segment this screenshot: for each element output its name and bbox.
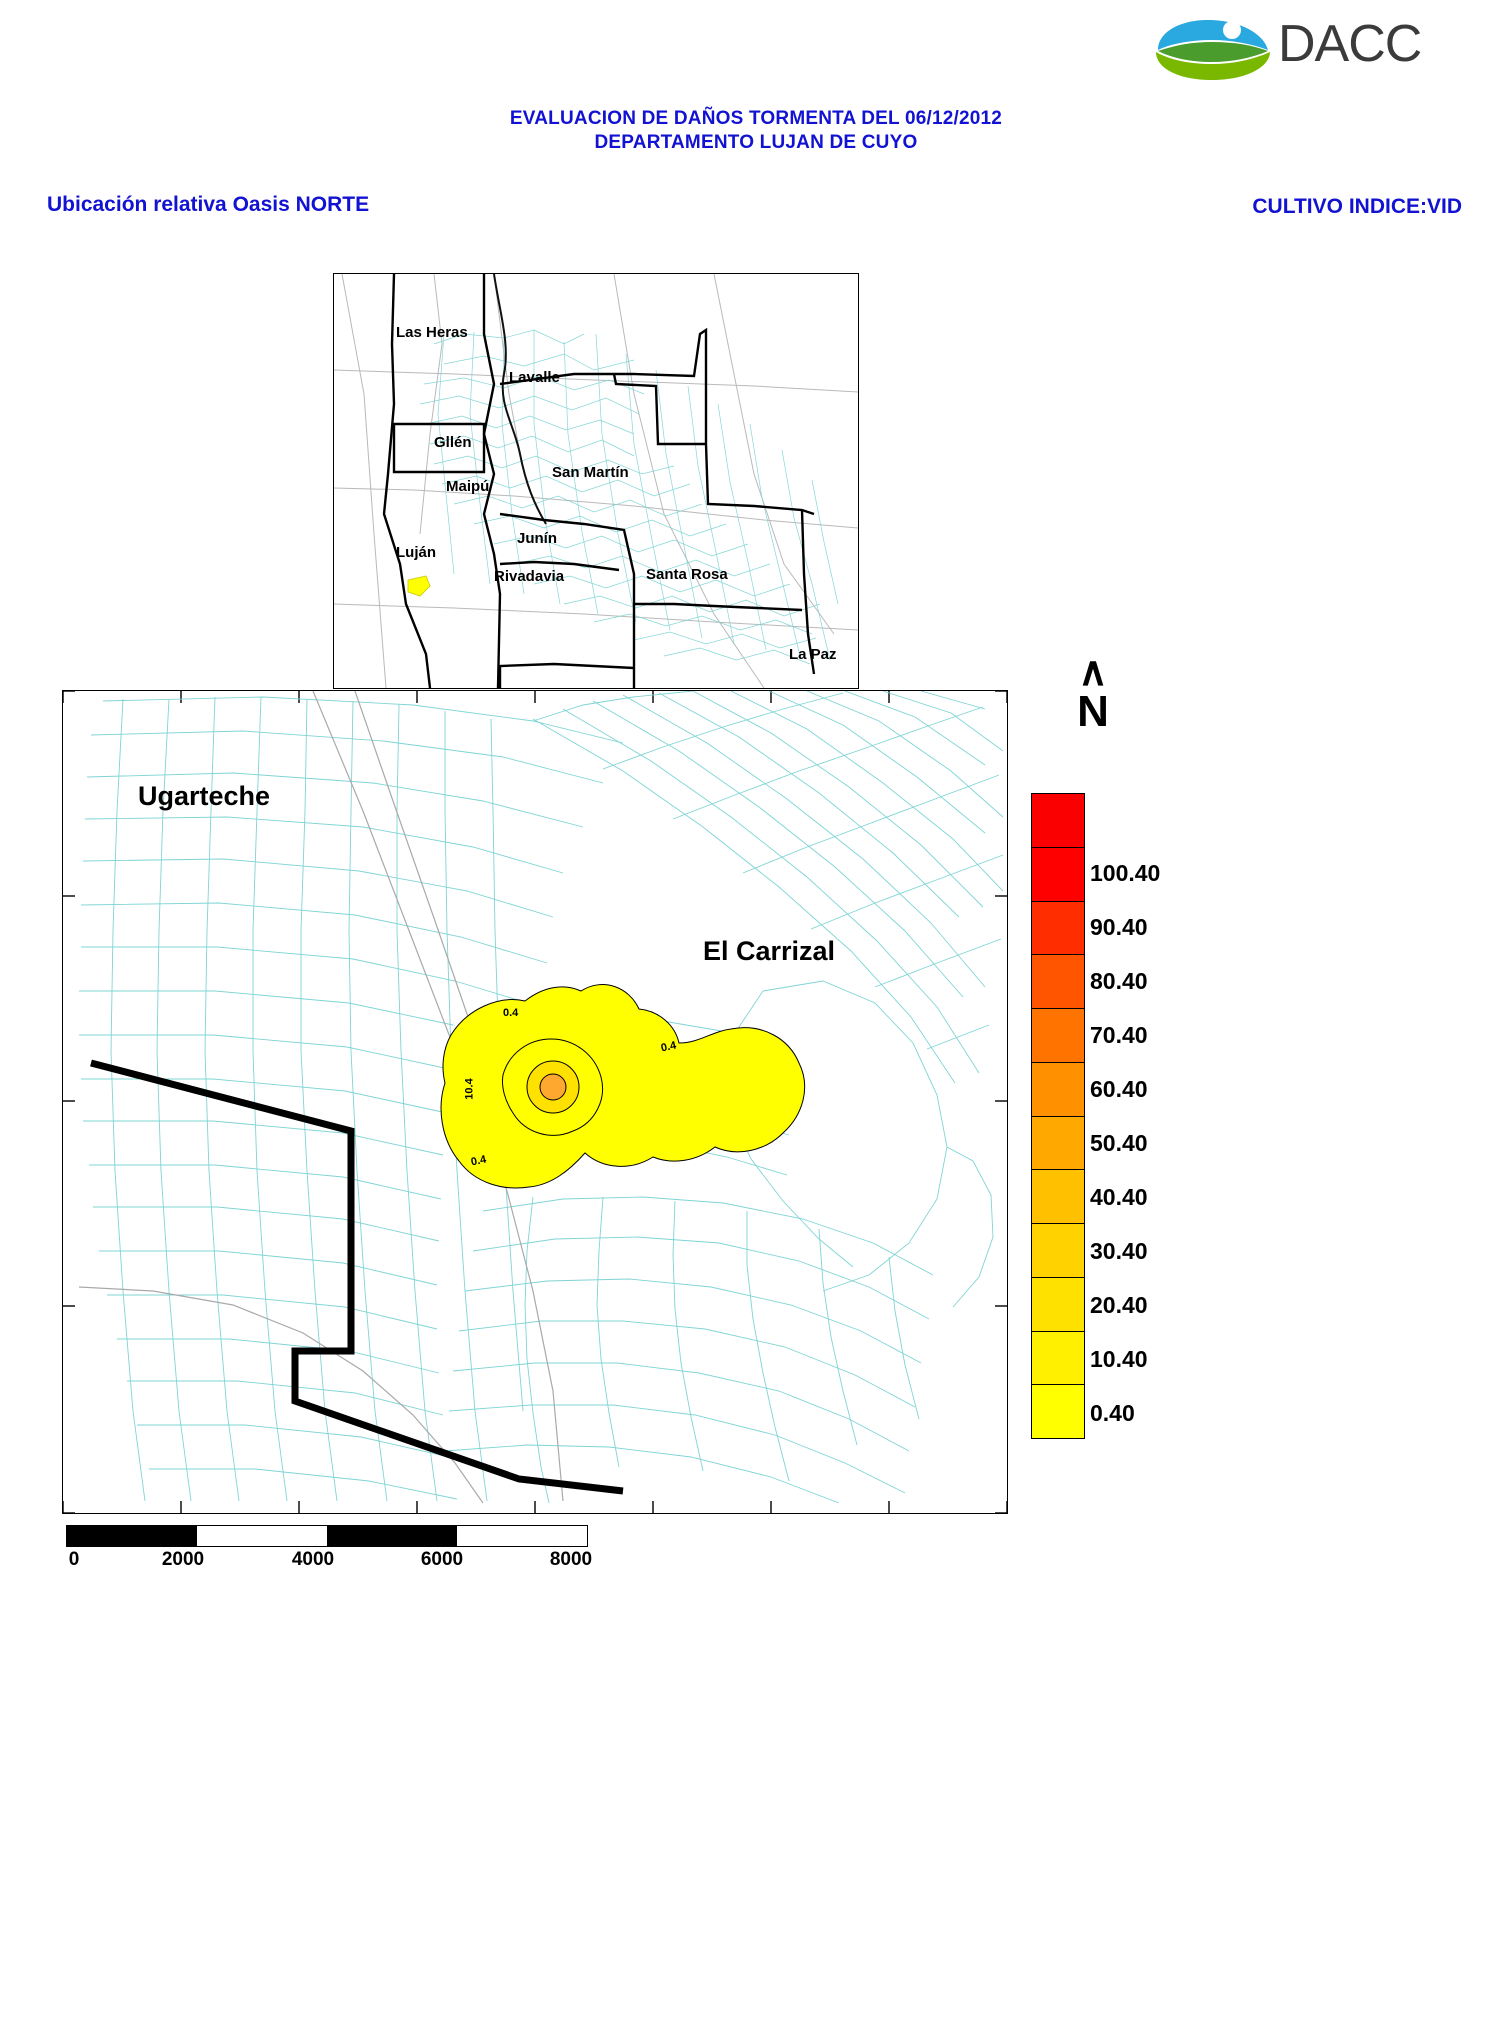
legend-label-2: 20.40	[1090, 1292, 1148, 1318]
inset-label-lujan: Luján	[396, 544, 436, 561]
inset-label-santa-rosa: Santa Rosa	[646, 566, 728, 583]
legend-swatch-11	[1032, 794, 1084, 848]
dacc-logo-text: DACC	[1278, 15, 1422, 73]
page-title-line-1: EVALUACION DE DAÑOS TORMENTA DEL 06/12/2012	[509, 108, 1003, 129]
contour-label-10-4: 10.4	[463, 1078, 476, 1100]
legend-label-5: 50.40	[1090, 1130, 1148, 1156]
legend-label-8: 80.40	[1090, 968, 1148, 994]
scale-segment-0	[67, 1526, 197, 1546]
legend-swatch-9	[1032, 902, 1084, 956]
inset-label-maipu: Maipú	[446, 478, 490, 495]
legend-label-3: 30.40	[1090, 1238, 1148, 1264]
scale-segment-2	[327, 1526, 457, 1546]
legend-label-1: 10.40	[1090, 1346, 1148, 1372]
legend-swatch-4	[1032, 1170, 1084, 1224]
scale-segment-3	[457, 1526, 587, 1546]
legend-swatch-7	[1032, 1009, 1084, 1063]
contour-label-0-4-north: 0.4	[503, 1007, 519, 1019]
legend-label-10: 100.40	[1090, 860, 1161, 886]
inset-label-las-heras: Las Heras	[396, 324, 468, 341]
scale-tick-0: 0	[68, 1549, 80, 1570]
legend-label-9: 90.40	[1090, 914, 1148, 940]
scale-tick-2: 4000	[291, 1549, 335, 1570]
main-label-ugarteche: Ugarteche	[138, 781, 271, 811]
inset-label-la-paz: La Paz	[789, 646, 837, 663]
legend-swatch-10	[1032, 848, 1084, 902]
scale-tick-1: 2000	[161, 1549, 205, 1570]
scale-bar-segments	[66, 1525, 588, 1547]
main-map-graphic	[63, 691, 1007, 1513]
subtitle-crop-index: CULTIVO INDICE:VID	[1252, 195, 1462, 218]
legend-label-0: 0.40	[1090, 1400, 1135, 1426]
scale-segment-1	[197, 1526, 327, 1546]
legend-swatch-5	[1032, 1117, 1084, 1171]
contour-label-0-4-east: 0.4	[659, 1039, 678, 1055]
scale-tick-3: 6000	[420, 1549, 464, 1570]
dacc-logo-icon	[1152, 12, 1274, 82]
scale-bar-labels	[66, 1549, 626, 1573]
legend-swatch-2	[1032, 1278, 1084, 1332]
north-arrow	[1063, 650, 1123, 736]
page-title-line-2: DEPARTAMENTO LUJAN DE CUYO	[594, 132, 918, 153]
legend-swatch-0	[1032, 1385, 1084, 1438]
inset-label-junin: Junín	[517, 530, 557, 547]
contour-label-0-4-southwest: 0.4	[469, 1153, 488, 1169]
inset-label-lavalle: Lavalle	[509, 369, 560, 386]
inset-label-rivadavia: Rivadavia	[494, 568, 565, 585]
main-damage-map	[62, 690, 1008, 1514]
inset-label-san-martin: San Martín	[552, 464, 629, 481]
legend-swatch-6	[1032, 1063, 1084, 1117]
inset-label-guaymallen: Gllén	[434, 434, 472, 451]
damage-legend-bar	[1031, 793, 1085, 1439]
legend-label-7: 70.40	[1090, 1022, 1148, 1048]
dacc-logo	[1152, 8, 1452, 86]
legend-label-6: 60.40	[1090, 1076, 1148, 1102]
north-arrow-letter: N	[1077, 687, 1109, 736]
legend-label-4: 40.40	[1090, 1184, 1148, 1210]
legend-swatch-1	[1032, 1332, 1084, 1386]
scale-bar	[66, 1525, 593, 1585]
damage-legend-labels	[1090, 793, 1210, 1437]
north-arrow-caret-icon: ∧	[1078, 650, 1108, 694]
subtitle-location: Ubicación relativa Oasis NORTE	[47, 193, 370, 216]
locator-map	[333, 273, 859, 689]
legend-swatch-8	[1032, 955, 1084, 1009]
legend-swatch-3	[1032, 1224, 1084, 1278]
scale-tick-4: 8000	[549, 1549, 593, 1570]
main-label-el-carrizal: El Carrizal	[703, 936, 836, 966]
